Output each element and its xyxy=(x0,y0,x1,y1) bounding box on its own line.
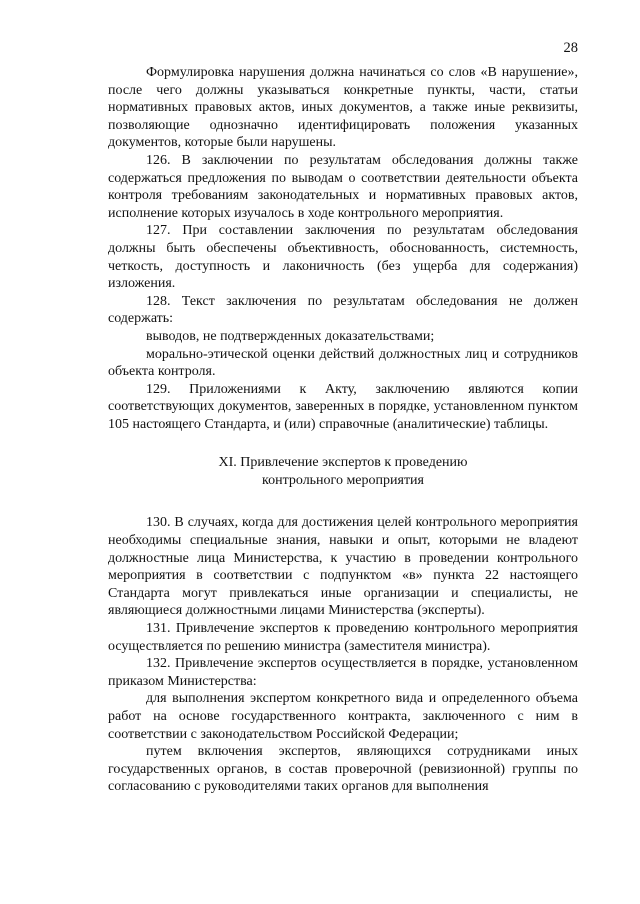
paragraph-130: 130. В случаях, когда для достижения целей контрольного мероприятия необходимы специальные знания, навыки и опыт, которыми не владеют должностные лица Министерства, к участию в проведении контрольного мероприятия в соответствии с подпунктом «в» пункта 22 настоящего Стандарта могут привлекаться иные организации и специалисты, не являющиеся должностными лицами Министерства (эксперты). xyxy=(108,515,578,619)
paragraph-129: 129. Приложениями к Акту, заключению являются копии соответствующих документов, заверенных в порядке, установленном пунктом 105 настоящего Стандарта, и (или) справочные (аналитические) таблицы. xyxy=(108,381,578,432)
section-title-line-1: XI. Привлечение экспертов к проведению xyxy=(218,455,468,471)
list-item-conclusions: выводов, не подтвержденных доказательствами; xyxy=(146,328,435,344)
paragraph-126: 126. В заключении по результатам обследования должны также содержаться предложения по выводам о соответствии деятельности объекта контроля требованиям законодательных и нормативных правовых актов, исполнение которых изучалось в ходе контрольного мероприятия. xyxy=(108,152,578,221)
paragraph-131: 131. Привлечение экспертов к проведению контрольного мероприятия осуществляется по решению министра (заместителя министра). xyxy=(108,621,578,654)
page-number: 28 xyxy=(563,40,578,56)
paragraph-violation-wording: Формулировка нарушения должна начинаться со слов «В нарушение», после чего должны указываться конкретные пункты, части, статьи нормативных правовых актов, иных документов, а также иные реквизиты, позволяющие однозначно идентифицировать положения указанных документов, которые были нарушены. xyxy=(108,65,578,151)
list-item-state-body-expert: путем включения экспертов, являющихся сотрудниками иных государственных органов, в состав проверочной (ревизионной) группы по согласованию с руководителями таких органов для выполнения xyxy=(108,744,578,795)
paragraph-132: 132. Привлечение экспертов осуществляется в порядке, установленном приказом Министерства: xyxy=(108,656,578,689)
paragraph-127: 127. При составлении заключения по результатам обследования должны быть обеспечены объективность, обоснованность, системность, четкость, доступность и лаконичность (без ущерба для содержания) изложения. xyxy=(108,223,578,292)
list-item-contract-expert: для выполнения экспертом конкретного вида и определенного объема работ на основе государственного контракта, заключенного с ним в соответствии с законодательством Российской Федерации; xyxy=(108,691,578,742)
list-item-ethical-assessment: морально-этической оценки действий должностных лиц и сотрудников объекта контроля. xyxy=(108,346,578,380)
document-body xyxy=(108,64,578,796)
paragraph-128: 128. Текст заключения по результатам обследования не должен содержать: xyxy=(108,293,578,327)
section-title-line-2: контрольного мероприятия xyxy=(262,473,424,489)
